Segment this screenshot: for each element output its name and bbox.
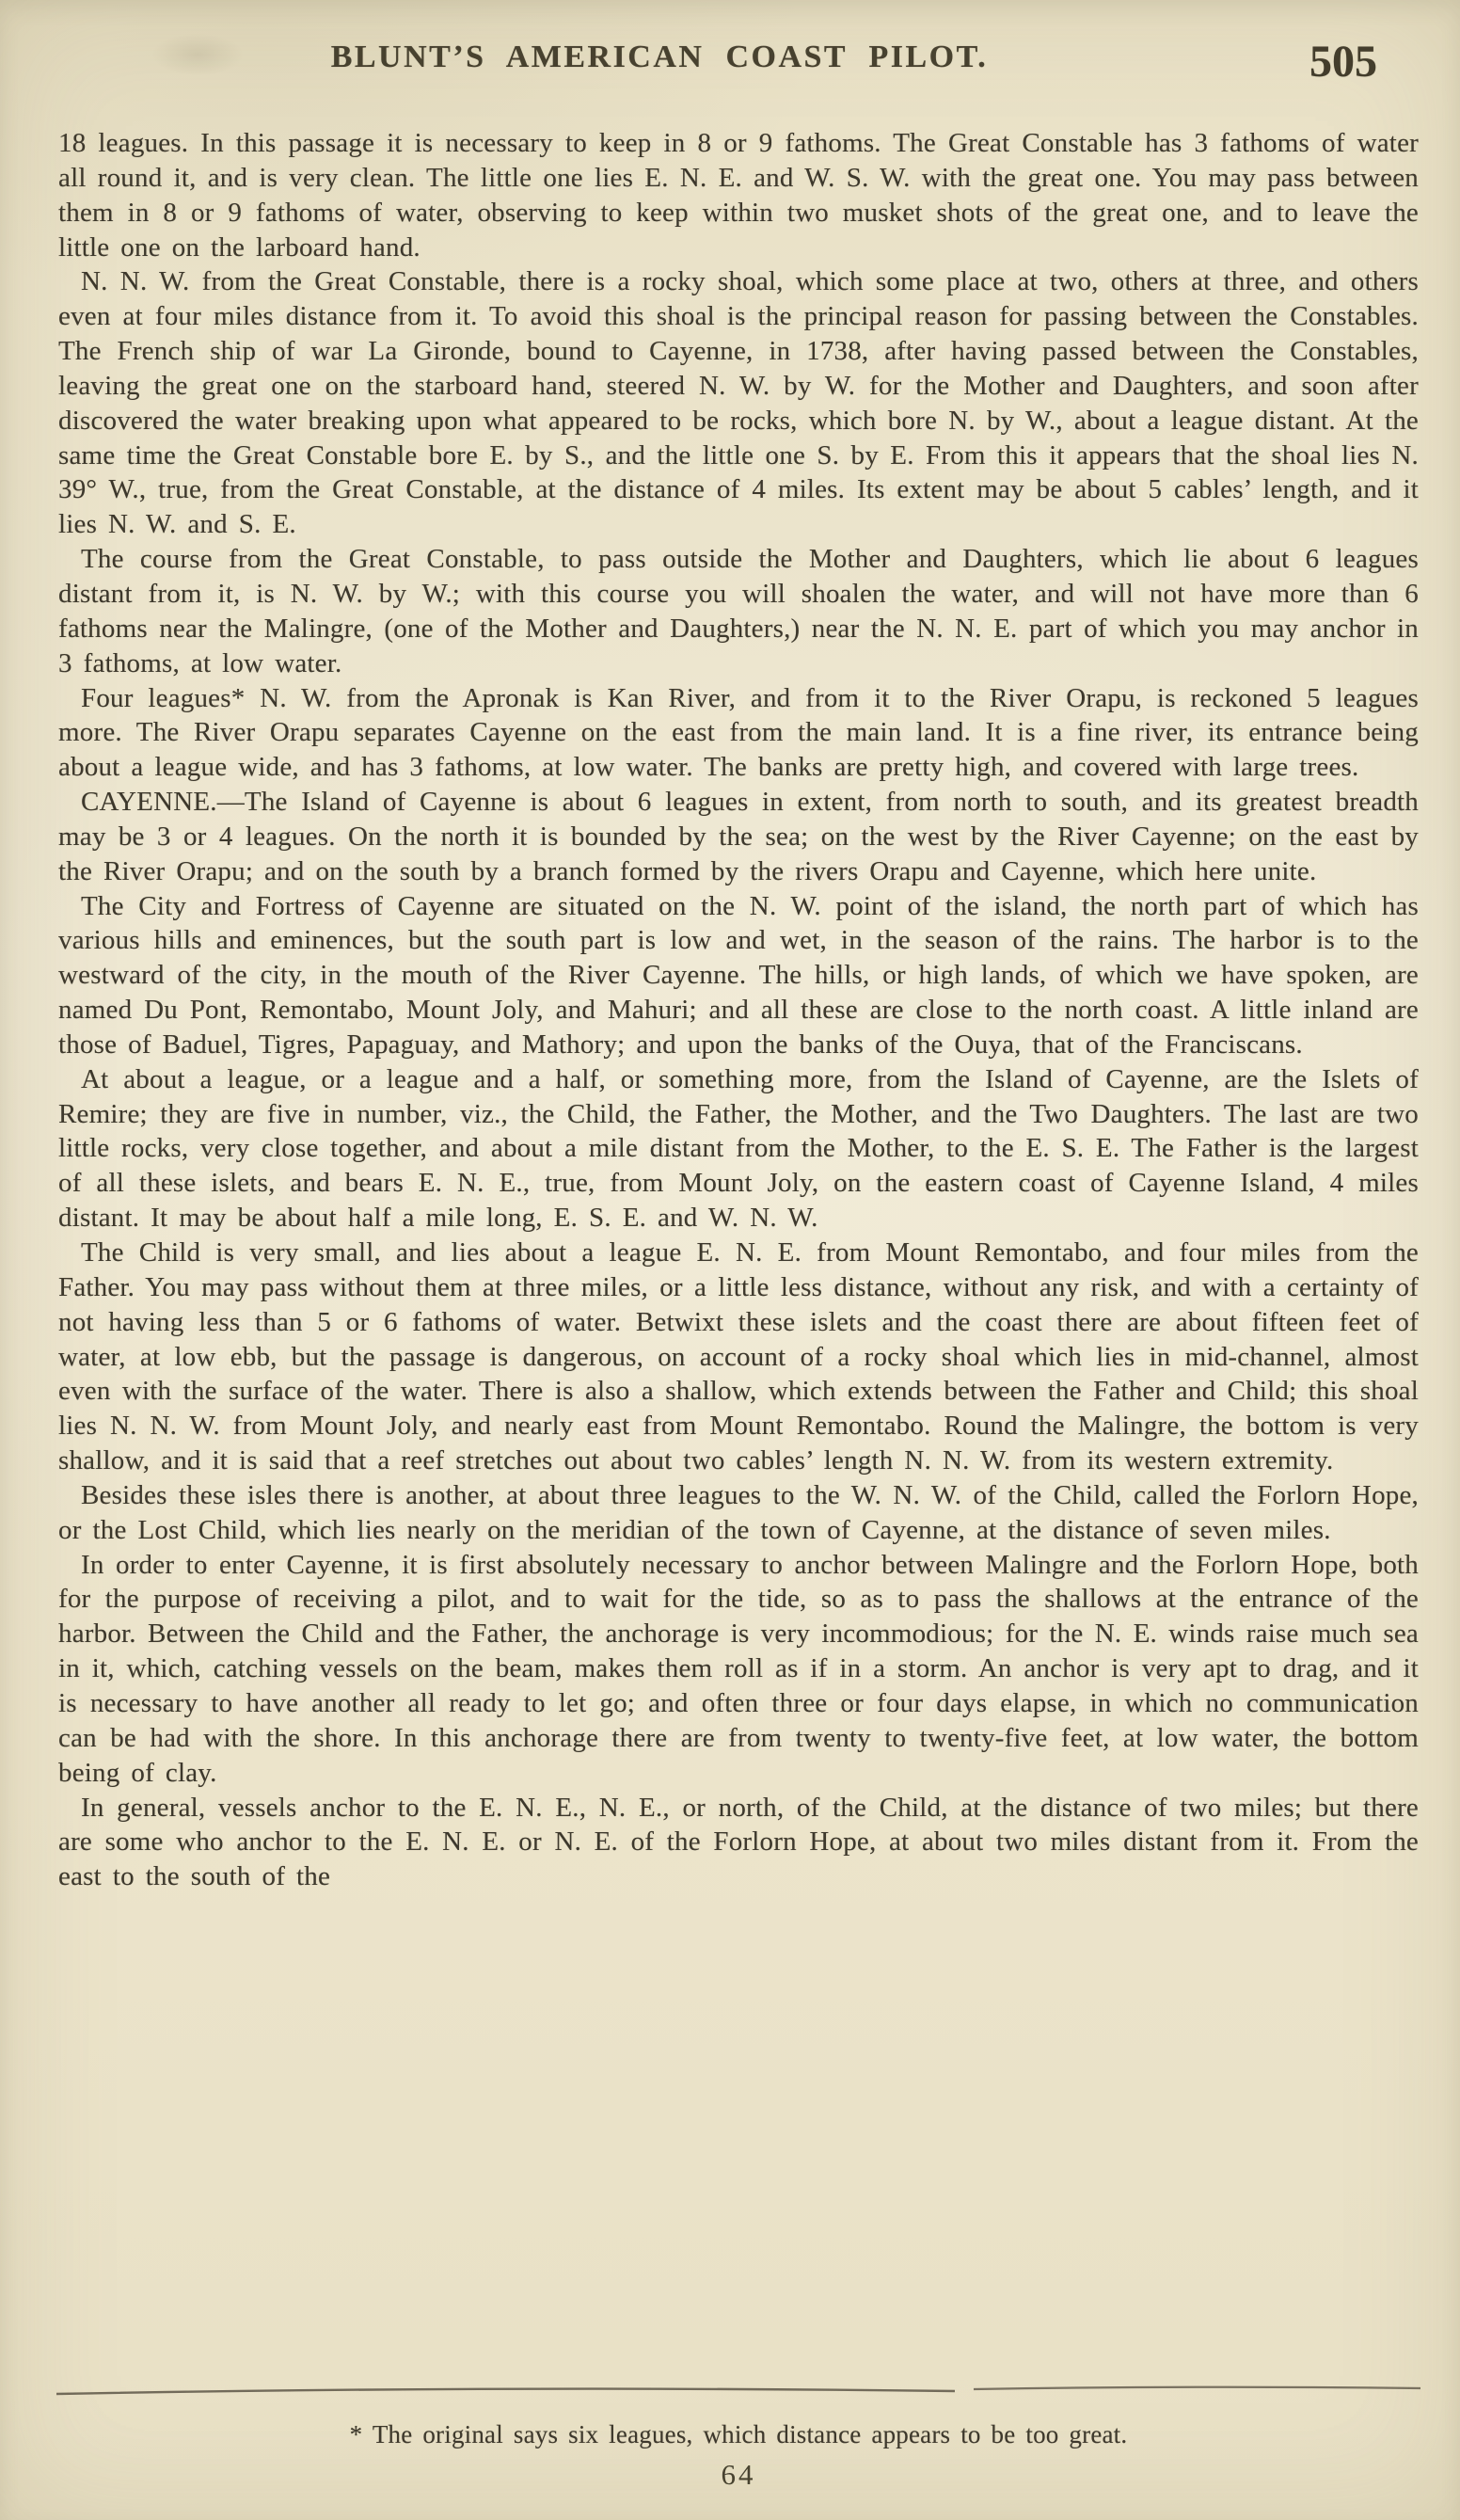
footnote-rule [56, 2383, 1420, 2398]
body-paragraph: N. N. W. from the Great Constable, there is a rocky shoal, which some place at two, others at three, and others even at four miles distance from it. To avoid this shoal is the principal reason for passing between the Constables. The French ship of war La Gironde, bound to Cayenne, in 1738, after having passed between the Constables, leaving the great one on the starboard hand, steered N. W. by W. for the Mother and Daughters, and soon after discovered the water breaking upon what appeared to be rocks, which bore N. by W., about a league distant. At the same time the Great Constable bore E. by S., and the little one S. by E. From this it appears that the shoal lies N. 39° W., true, from the Great Constable, at the distance of 4 miles. Its extent may be about 5 cables’ length, and it lies N. W. and S. E. [58, 266, 1419, 540]
body-paragraph: At about a league, or a league and a half, or something more, from the Island of Cayenne, are the Islets of Remire; they are five in number, viz., the Child, the Father, the Mother, and the Two Daughters. The last are two little rocks, very close together, and about a mile distant from the Mother, to the E. S. E. The Father is the largest of all these islets, and bears E. N. E., true, from Mount Joly, on the eastern coast of Cayenne Island, 4 miles distant. It may be about half a mile long, E. S. E. and W. N. W. [58, 1063, 1419, 1234]
body-paragraph: In general, vessels anchor to the E. N. E., N. E., or north, of the Child, at the distance of two miles; but there are some who anchor to the E. N. E. or N. E. of the Forlorn Hope, at about two miles distant from it. From the east to the south of the [58, 1792, 1419, 1892]
body-paragraph: In order to enter Cayenne, it is first absolutely necessary to anchor between Malingre and the Forlorn Hope, both for the purpose of receiving a pilot, and to wait for the tide, so as to pass the shallows at the entrance of the harbor. Between the Child and the Father, the anchorage is very incommodious; for the N. E. winds raise much sea in it, which, catching vessels on the beam, makes them roll as if in a storm. An anchor is very apt to drag, and it is necessary to have another all ready to let go; and often three or four days elapse, in which no communication can be had with the shore. In this anchorage there are from twenty to twenty-five feet, at low water, the bottom being of clay. [58, 1549, 1419, 1788]
page-number: 505 [1309, 37, 1377, 87]
body-paragraph: 18 leagues. In this passage it is necessary to keep in 8 or 9 fathoms. The Great Constable has 3 fathoms of water all round it, and is very clean. The little one lies E. N. E. and W. S. W. with the great one. You may pass between them in 8 or 9 fathoms of water, observing to keep within two musket shots of the great one, and to leave the little one on the larboard hand. [58, 128, 1419, 263]
body-paragraph: Besides these isles there is another, at about three leagues to the W. N. W. of the Child, called the Forlorn Hope, or the Lost Child, which lies nearly on the meridian of the town of Cayenne, at the distance of seven miles. [58, 1479, 1419, 1545]
body-paragraph: The course from the Great Constable, to pass outside the Mother and Daughters, which lie about 6 leagues distant from it, is N. W. by W.; with this course you will shoalen the water, and will not have more than 6 fathoms near the Malingre, (one of the Mother and Daughters,) near the N. N. E. part of which you may anchor in 3 fathoms, at low water. [58, 544, 1419, 678]
body-text [58, 126, 1419, 1894]
signature-number: 64 [721, 2458, 756, 2491]
body-paragraph: The Child is very small, and lies about a league E. N. E. from Mount Remontabo, and four miles from the Father. You may pass without them at three miles, or a little less distance, without any risk, and with a certainty of not having less than 5 or 6 fathoms of water. Betwixt these islets and the coast there are about fifteen feet of water, at low ebb, but the passage is dangerous, on account of a rocky shoal which lies in mid-channel, almost even with the surface of the water. There is also a shallow, which extends between the Father and Child; this shoal lies N. N. W. from Mount Joly, and nearly east from Mount Remontabo. Round the Malingre, the bottom is very shallow, and it is said that a reef stretches out about two cables’ length N. N. W. from its western extremity. [58, 1237, 1419, 1476]
body-paragraph: Four leagues* N. W. from the Apronak is Kan River, and from it to the River Orapu, is reckoned 5 leagues more. The River Orapu separates Cayenne on the east from the main land. It is a fine river, its entrance being about a league wide, and has 3 fathoms, at low water. The banks are pretty high, and covered with large trees. [58, 682, 1419, 783]
body-paragraph: CAYENNE.—The Island of Cayenne is about 6 leagues in extent, from north to south, and its greatest breadth may be 3 or 4 leagues. On the north it is bounded by the sea; on the west by the River Cayenne; on the east by the River Orapu; and on the south by a branch formed by the rivers Orapu and Cayenne, which here unite. [58, 787, 1419, 886]
page-title: BLUNT’S AMERICAN COAST PILOT. [330, 40, 989, 74]
running-head [60, 37, 1400, 92]
footnote: * The original says six leagues, which distance appears to be too great. [349, 2420, 1128, 2448]
body-paragraph: The City and Fortress of Cayenne are situated on the N. W. point of the island, the north part of which has various hills and eminences, but the south part is low and wet, in the season of the rains. The harbor is to the westward of the city, in the mouth of the River Cayenne. The hills, or high lands, of which we have spoken, are named Du Pont, Remontabo, Mount Joly, and Mahuri; and all these are close to the north coast. A little inland are those of Baduel, Tigres, Papaguay, and Mathory; and upon the banks of the Ouya, that of the Franciscans. [58, 890, 1419, 1060]
